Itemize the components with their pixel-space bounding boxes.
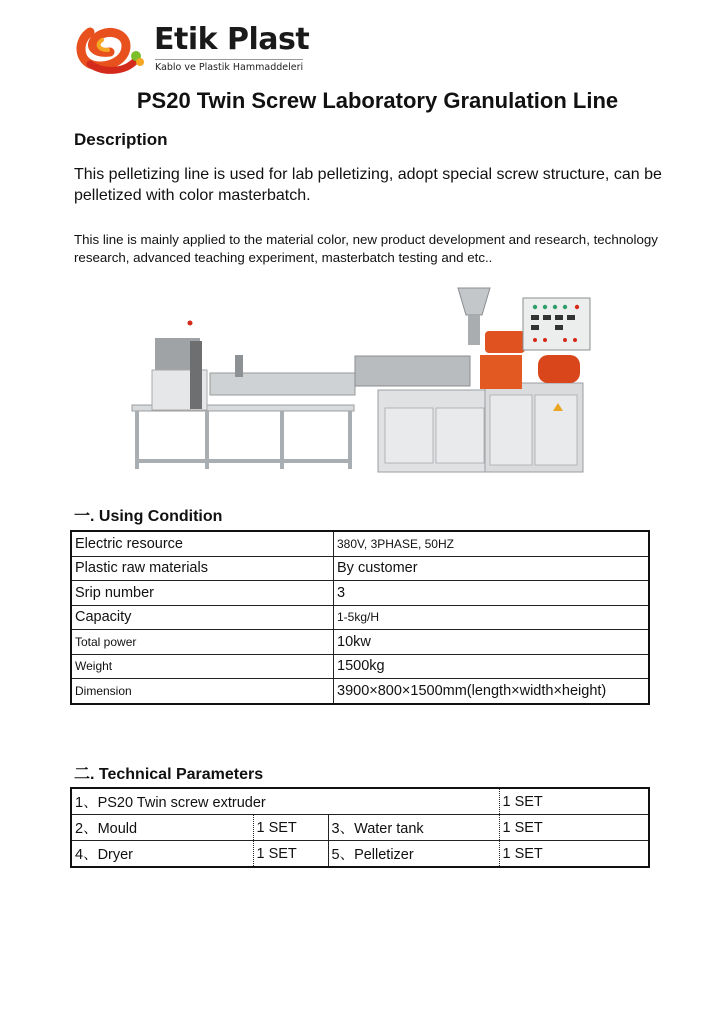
row-value: 380V, 3PHASE, 50HZ xyxy=(334,531,650,556)
table-row xyxy=(71,654,649,679)
row-value: 1500kg xyxy=(334,654,650,679)
row-value: 3900×800×1500mm(length×width×height) xyxy=(334,679,650,704)
row-label: Srip number xyxy=(71,581,334,606)
table-row xyxy=(71,630,649,655)
page-title: PS20 Twin Screw Laboratory Granulation Line xyxy=(136,88,619,113)
table-row xyxy=(71,679,649,704)
row-value: By customer xyxy=(334,556,650,581)
table-row xyxy=(71,556,649,581)
brand-name: Etik Plast xyxy=(154,22,310,57)
item-name: 3、Water tank xyxy=(328,815,499,841)
table-row xyxy=(71,841,649,868)
product-photo xyxy=(100,283,610,479)
item-name: 5、Pelletizer xyxy=(328,841,499,868)
table-row xyxy=(71,605,649,630)
row-label: Weight xyxy=(71,654,334,679)
row-label: Dimension xyxy=(71,679,334,704)
brand-logo xyxy=(74,20,324,80)
row-label: Capacity xyxy=(71,605,334,630)
row-label: Total power xyxy=(71,630,334,655)
description-paragraph-2: This line is mainly applied to the material color, new product development and research, technology research, advanced teaching experiment, masterbatch testing and etc.. xyxy=(74,232,658,265)
row-value: 3 xyxy=(334,581,650,606)
table-row xyxy=(71,788,649,815)
row-label: Electric resource xyxy=(71,531,334,556)
swirl-e-logo-icon xyxy=(74,22,146,80)
item-qty: 1 SET xyxy=(253,815,328,841)
item-name: 4、Dryer xyxy=(71,841,253,868)
table-row xyxy=(71,815,649,841)
description-paragraph-1: This pelletizing line is used for lab pelletizing, adopt special screw structure, can be pelletized with color masterbatch. xyxy=(74,166,662,204)
using-condition-table xyxy=(70,530,650,705)
table-row xyxy=(71,581,649,606)
brand-tagline: Kablo ve Plastik Hammaddeleri xyxy=(155,59,303,73)
technical-parameters-heading: 二. Technical Parameters xyxy=(74,766,264,783)
item-qty: 1 SET xyxy=(253,841,328,868)
item-qty: 1 SET xyxy=(499,815,649,841)
row-value: 10kw xyxy=(334,630,650,655)
table-row xyxy=(71,531,649,556)
using-condition-heading: 一. Using Condition xyxy=(74,508,223,525)
row-value: 1-5kg/H xyxy=(334,605,650,630)
item-qty: 1 SET xyxy=(499,841,649,868)
item-name: 2、Mould xyxy=(71,815,253,841)
description-heading: Description xyxy=(74,130,168,149)
row-label: Plastic raw materials xyxy=(71,556,334,581)
item-qty: 1 SET xyxy=(499,788,649,815)
technical-parameters-table xyxy=(70,787,650,868)
item-name: 1、PS20 Twin screw extruder xyxy=(71,788,499,815)
